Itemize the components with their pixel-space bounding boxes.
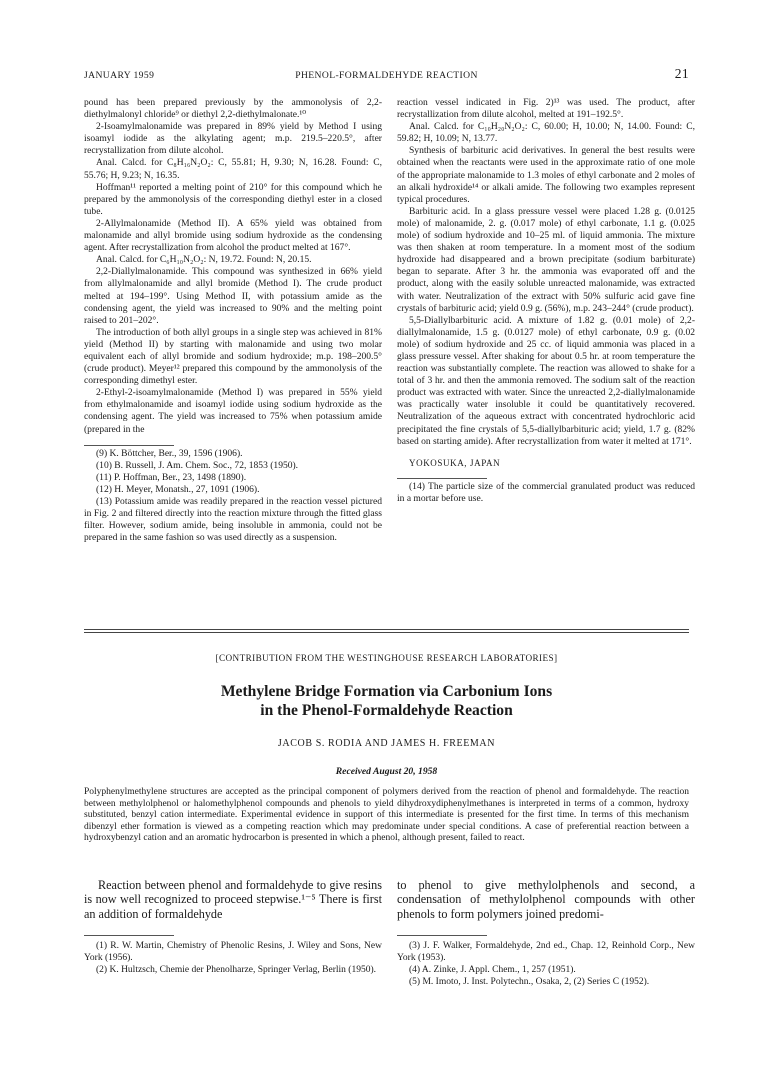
body-left-column [84,878,382,921]
paragraph: 2-Ethyl-2-isoamylmalonamide (Method I) was prepared in 55% yield from ethylmalonamide and isoamyl iodide using sodium hydroxide as the condensing agent. The yield was increased to 75% when potassium amide (prepared in the [84,387,382,435]
footnote: (11) P. Hoffman, Ber., 23, 1498 (1890). [96,471,247,483]
paragraph: 5,5-Diallylbarbituric acid. A mixture of 1.82 g. (0.01 mole) of 2,2-diallylmalonamide, 1.5 g. (0.0127 mole) of ethyl carbonate, 0.9 g. (0.02 mole) of sodium hydroxide and 25 cc. of liquid ammonia was placed in a glass pressure vessel. After shaking for about 0.5 hr. at room temperature the reaction was substantially complete. The reaction was allowed to shake for a total of 3 hr. and then the ammonia removed. The sodium salt of the reaction product was extracted with water. Since the unreacted 2,2-diallylmalonamide was practically water insoluble it could be quantitatively recovered. Neutralization of the aqueous extract with concentrated hydrochloric acid precipitated the fine crystals of 5,5-diallylbarbituric acid; yield, 1.7 g. (82% based on starting amide). After recrystallization from water it melted at 171°. [397,314,695,447]
abstract-text: Polyphenylmethylene structures are accepted as the principal component of polymers derived from the reaction of phenol and formaldehyde. The reaction between methylolphenol or halomethylphenol compounds and phenols to yield dihydroxydiphenylmethanes is interpreted in terms of a common, hydroxy substituted, benzyl cation intermediate. Experimental evidence in support of this intermediate is presented for the first time. In terms of this mechanism dibenzyl ether formation is viewed as a competing reaction which may predominate under special conditions. A case of preferential reaction between a hydroxybenzyl cation and an aromatic hydrocarbon is presented in which a phenol, although present, failed to react. [84,787,689,844]
paragraph: Anal. Calcd. for C₆H₁₀N₂O₂: N, 19.72. Found: N, 20.15. [96,254,312,266]
section-divider [84,632,689,633]
section-divider [84,629,689,630]
paragraph: Barbituric acid. In a glass pressure vessel were placed 1.28 g. (0.0125 mole) of malonamide, 2. g. (0.017 mole) of ethyl carbonate, 1.1 g. (0.025 mole) of sodium hydroxide and 10–25 ml. of liquid ammonia. The mixture was then shaken at room temperature. In a moment most of the sodium hydroxide had disappeared and a brown precipitate (sodium barbiturate) began to separate. After 3 hr. the ammonia was evaporated off and the product, along with the easily soluble unreacted malonamide, was extracted with water. Neutralization of the extract with 50% sulfuric acid gave fine crystals of barbituric acid; yield 0.9 g. (56%), m.p. 243–244° (crude product). [397,205,695,314]
issue-date: JANUARY 1959 [84,70,155,81]
body-paragraph: to phenol to give methylolphenols and second, a condensation of methylolphenol compounds with other phenols to form polymers joined predomi- [397,878,695,921]
footnote-list [84,448,382,545]
affiliation: YOKOSUKA, JAPAN [409,457,501,468]
body-right-column [397,878,695,921]
footnote: (1) R. W. Martin, Chemistry of Phenolic Resins, J. Wiley and Sons, New York (1956). [84,941,382,963]
article-title [84,682,689,720]
paragraph: 2,2-Diallylmalonamide. This compound was synthesized in 66% yield from allylmalonamide and allyl bromide (Method I). The crude product melted at 194–199°. Using Method II, with potassium amide as the condensing agent, the yield was increased to 90% and the melting point raised to 201–202°. [84,266,382,326]
paragraph: Hoffman¹¹ reported a melting point of 210° for this compound which he prepared by the ammonolysis of the corresponding diethyl ester in a closed tube. [84,181,382,217]
footnote: (14) The particle size of the commercial granulated product was reduced in a mortar before use. [397,480,695,504]
footnote: (3) J. F. Walker, Formaldehyde, 2nd ed., Chap. 12, Reinhold Corp., New York (1953). [397,941,695,963]
article-footnotes-left [84,935,382,976]
footnote: (10) B. Russell, J. Am. Chem. Soc., 72, 1853 (1950). [96,459,299,471]
footnote: (9) K. Böttcher, Ber., 39, 1596 (1906). [96,447,243,459]
author-list: JACOB S. RODIA AND JAMES H. FREEMAN [277,738,496,749]
contribution-line: [CONTRIBUTION FROM THE WESTINGHOUSE RESEARCH LABORATORIES] [215,653,558,663]
left-column [84,97,382,544]
running-title: PHENOL-FORMALDEHYDE REACTION [295,70,478,81]
paragraph: Anal. Calcd. for C₈H₁₆N₂O₂: C, 55.81; H, 9.30; N, 16.28. Found: C, 55.76; H, 9.23; N, 16.35. [84,157,382,181]
right-column [397,97,695,505]
footnote-rule [397,478,487,479]
running-head [84,66,689,84]
abstract [84,787,689,845]
footnote-rule [84,935,174,936]
footnote: (12) H. Meyer, Monatsh., 27, 1091 (1906). [96,483,260,495]
article-footnotes-right [397,935,695,988]
paragraph: reaction vessel indicated in Fig. 2)¹³ was used. The product, after recrystallization from dilute alcohol, melted at 191–192.5°. [397,97,695,121]
paragraph: 2-Allylmalonamide (Method II). A 65% yield was obtained from malonamide and allyl bromide using sodium hydroxide as the condensing agent. After recrystallization from alcohol the product melted at 167°. [84,217,382,254]
paragraph: Anal. Calcd. for C₁₀H₂₀N₂O₂: C, 60.00; H, 10.00; N, 14.00. Found: C, 59.82; H, 10.09; N, 13.77. [397,121,695,145]
paragraph: 2-Isoamylmalonamide was prepared in 89% yield by Method I using isoamyl iodide as the alkylating agent; m.p. 219.5–220.5°, after recrystallization from dilute alcohol. [84,121,382,157]
footnote-rule [397,935,487,936]
body-paragraph: Reaction between phenol and formaldehyde to give resins is now well recognized to proceed stepwise.¹⁻⁵ There is first an addition of formaldehyde [84,878,382,921]
footnote-list [397,481,695,505]
paragraph: pound has been prepared previously by the ammonolysis of 2,2-diethylmalonyl chloride⁹ or diethyl 2,2-diethylmalonate.¹⁰ [84,97,382,121]
paragraph: Synthesis of barbituric acid derivatives. In general the best results were obtained when the reactants were used in the approximate ratio of one mole of the appropriate malonamide to 1.3 moles of ethyl carbonate and 2 moles of an alkali hydroxide¹⁴ or alkali amide. The following two examples represent typical procedures. [397,145,695,205]
footnote: (2) K. Hultzsch, Chemie der Phenolharze, Springer Verlag, Berlin (1950). [96,965,376,975]
title-line: in the Phenol-Formaldehyde Reaction [260,702,513,719]
footnote: (13) Potassium amide was readily prepared in the reaction vessel pictured in Fig. 2 and filtered directly into the reaction mixture through the fitted glass filter. However, sodium amide, being insoluble in ammonia, could not be prepared in the same fashion so was used directly as a suspension. [84,496,382,544]
footnote: (4) A. Zinke, J. Appl. Chem., 1, 257 (1951). [409,965,576,975]
paragraph: The introduction of both allyl groups in a single step was achieved in 81% yield (Method II) by starting with malonamide and using two molar equivalent each of allyl bromide and sodium hydroxide; m.p. 198–200.5° (crude product). Meyer¹² prepared this compound by the ammonolysis of the corresponding dimethyl ester. [84,326,382,387]
footnote: (5) M. Imoto, J. Inst. Polytechn., Osaka, 2, (2) Series C (1952). [409,977,650,987]
page-number: 21 [674,66,689,81]
received-date: Received August 20, 1958 [335,766,438,777]
title-line: Methylene Bridge Formation via Carbonium Ions [220,683,553,700]
footnote-rule [84,445,174,446]
